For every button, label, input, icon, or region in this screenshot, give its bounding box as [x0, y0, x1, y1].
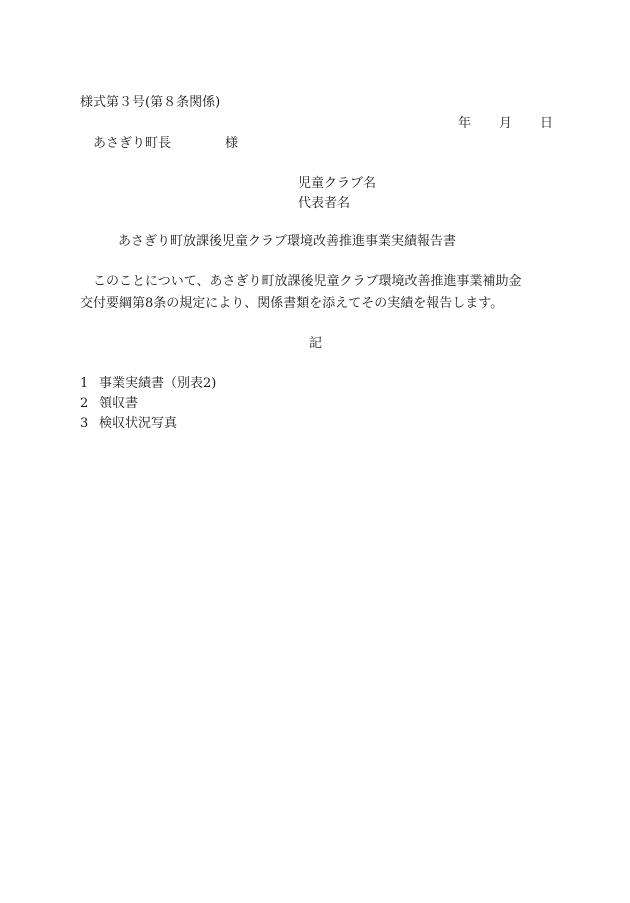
attachment-item: [80, 417, 177, 430]
representative-label: 代表者名: [298, 196, 351, 211]
ki-heading: 記: [309, 336, 323, 351]
date-line: [458, 117, 553, 130]
date-month-label: 月: [499, 116, 513, 131]
attachment-number: 3: [80, 416, 89, 431]
addressee: [93, 137, 238, 150]
date-day-label: 日: [540, 116, 554, 131]
report-title: あさぎり町放課後児童クラブ環境改善推進事業実績報告書: [118, 234, 457, 249]
form-number: 様式第３号(第８条関係): [80, 95, 221, 110]
attachment-item: [80, 377, 216, 390]
attachment-item: [80, 397, 138, 410]
attachment-number: 2: [80, 396, 89, 411]
addressee-honorific: 様: [225, 136, 239, 151]
attachment-text: 検収状況写真: [99, 416, 178, 431]
attachment-number: 1: [80, 376, 89, 391]
body-text-line-2: 交付要綱第8条の規定により、関係書類を添えてその実績を報告します。: [80, 296, 504, 311]
body-text-line-1: このことについて、あさぎり町放課後児童クラブ環境改善推進事業補助金: [93, 274, 522, 289]
addressee-name: あさぎり町長: [93, 136, 172, 151]
club-name-label: 児童クラブ名: [298, 176, 377, 191]
attachment-text: 事業実績書（別表2): [99, 376, 217, 391]
attachment-text: 領収書: [99, 396, 139, 411]
date-year-label: 年: [458, 116, 472, 131]
